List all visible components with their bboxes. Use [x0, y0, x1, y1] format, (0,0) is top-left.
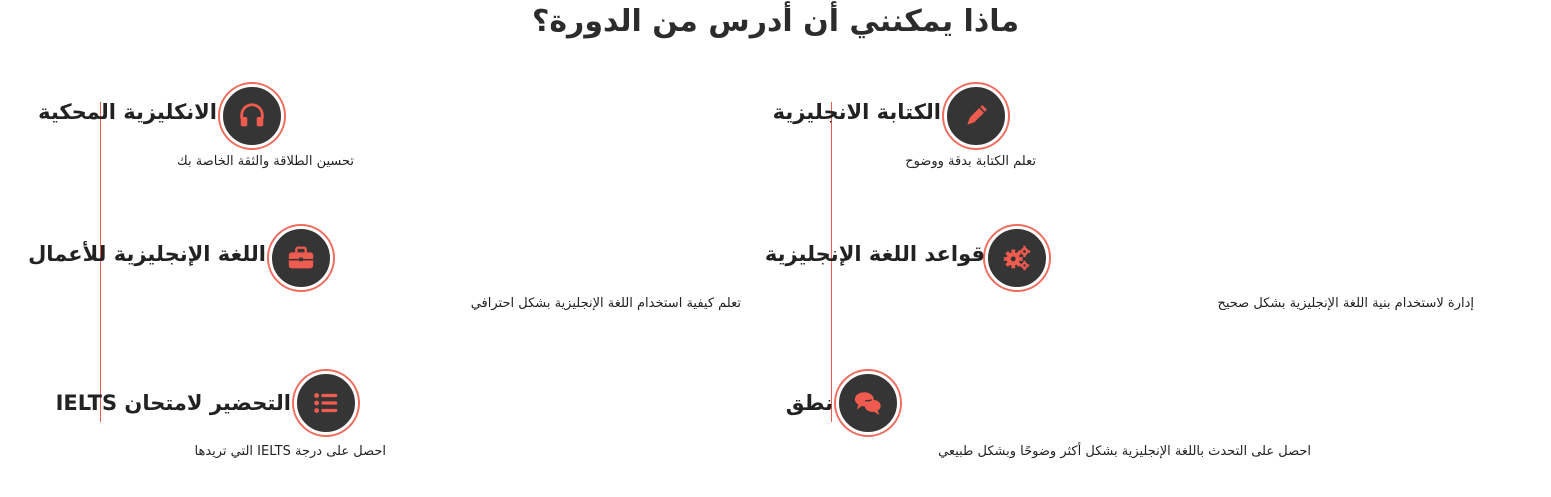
feature-title: نطق: [785, 391, 833, 415]
feature-description: تعلم كيفية استخدام اللغة الإنجليزية بشكل احترافي: [470, 296, 741, 311]
chat-bubbles-icon: [836, 371, 900, 435]
feature-description: تعلم الكتابة بدقة ووضوح: [905, 154, 1036, 169]
gears-icon: [985, 226, 1049, 290]
feature-description: احصل على درجة IELTS التي تريدها: [194, 444, 386, 459]
feature-description: تحسين الطلاقة والثقة الخاصة بك: [177, 154, 354, 169]
feature-description: إدارة لاستخدام بنية اللغة الإنجليزية بشكل صحيح: [1217, 296, 1474, 311]
feature-title: اللغة الإنجليزية للأعمال: [28, 242, 266, 266]
feature-title: الكتابة الانجليزية: [772, 100, 941, 124]
briefcase-icon: [269, 226, 333, 290]
feature-description: احصل على التحدث باللغة الإنجليزية بشكل أكثر وضوحًا وبشكل طبيعي: [938, 444, 1311, 459]
list-icon: [294, 371, 358, 435]
feature-title: الانكليزية المحكية: [38, 100, 217, 124]
feature-title: التحضير لامتحان IELTS: [55, 391, 291, 415]
feature-title: قواعد اللغة الإنجليزية: [764, 242, 985, 266]
pencil-icon: [944, 84, 1008, 148]
section-title: ماذا يمكنني أن أدرس من الدورة؟: [531, 4, 1020, 39]
headphones-icon: [220, 84, 284, 148]
